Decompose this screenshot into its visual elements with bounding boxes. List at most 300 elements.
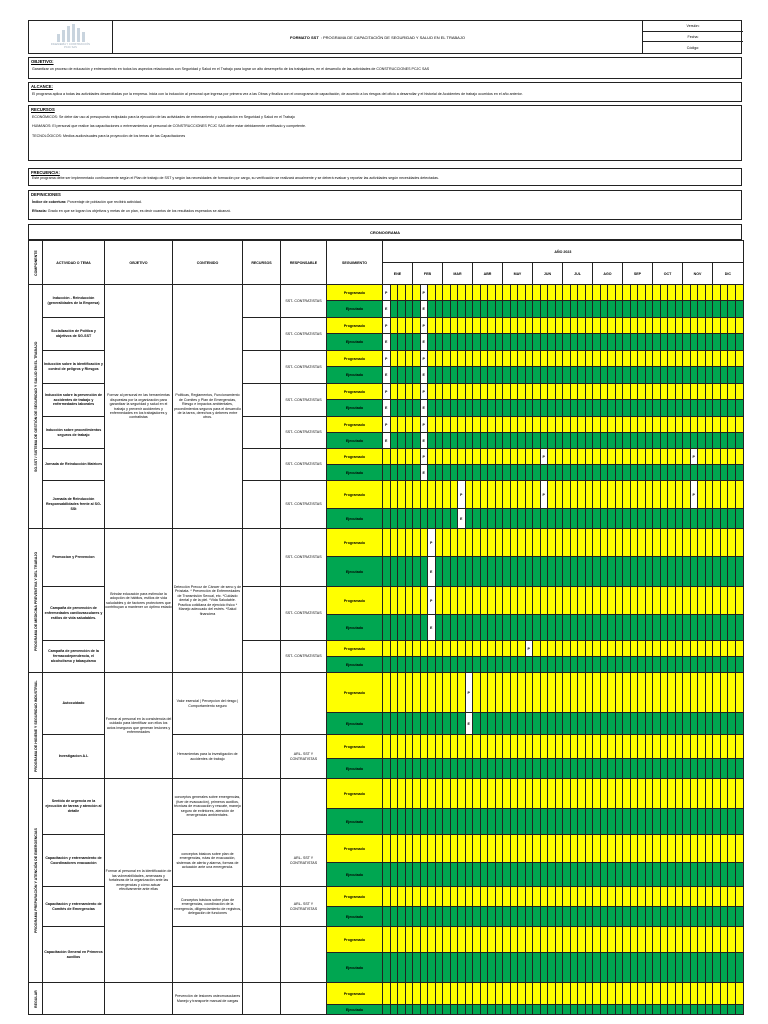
schedule-cell [653, 713, 661, 735]
schedule-cell [675, 367, 683, 384]
schedule-cell [390, 983, 398, 1005]
schedule-cell [450, 759, 458, 779]
schedule-cell [540, 835, 548, 863]
schedule-cell [668, 449, 676, 465]
schedule-cell [653, 529, 661, 557]
schedule-cell [443, 983, 451, 1005]
schedule-cell [585, 384, 593, 400]
schedule-cell [435, 759, 443, 779]
schedule-cell [623, 417, 631, 433]
responsable-text: SST- CONTRATISTAS [281, 587, 327, 641]
schedule-cell [503, 351, 511, 367]
schedule-cell [600, 641, 608, 657]
schedule-cell [518, 318, 526, 334]
schedule-cell [653, 615, 661, 641]
schedule-cell [578, 735, 586, 759]
schedule-cell [480, 641, 488, 657]
schedule-cell [398, 301, 406, 318]
schedule-cell [405, 927, 413, 953]
schedule-cell [623, 1005, 631, 1015]
schedule-cell [398, 417, 406, 433]
schedule-cell [428, 735, 436, 759]
schedule-cell [690, 907, 698, 927]
schedule-cell [638, 465, 646, 481]
schedule-cell [653, 759, 661, 779]
schedule-cell [458, 449, 466, 465]
schedule-cell [405, 673, 413, 713]
schedule-cell [653, 641, 661, 657]
schedule-cell [645, 735, 653, 759]
schedule-cell [608, 529, 616, 557]
schedule-mark: E [383, 433, 391, 449]
schedule-cell [660, 615, 668, 641]
schedule-cell [405, 449, 413, 465]
programado-label: Programado [327, 384, 383, 400]
schedule-cell [675, 983, 683, 1005]
schedule-cell [443, 641, 451, 657]
schedule-cell [630, 417, 638, 433]
schedule-cell [713, 835, 721, 863]
schedule-cell [728, 529, 736, 557]
schedule-cell [690, 673, 698, 713]
schedule-cell [405, 557, 413, 587]
activity-label: Capacitación y entrenamiento de Comités de Emergencias [43, 887, 105, 927]
schedule-cell [668, 509, 676, 529]
schedule-cell [465, 509, 473, 529]
schedule-cell [570, 983, 578, 1005]
schedule-cell [720, 673, 728, 713]
schedule-cell [405, 465, 413, 481]
schedule-cell [390, 759, 398, 779]
schedule-cell [555, 301, 563, 318]
schedule-cell [525, 529, 533, 557]
schedule-cell [450, 779, 458, 809]
schedule-cell [683, 759, 691, 779]
schedule-cell [660, 673, 668, 713]
schedule-cell [450, 285, 458, 301]
schedule-cell [713, 735, 721, 759]
schedule-cell [653, 400, 661, 417]
schedule-cell [585, 673, 593, 713]
schedule-cell [495, 557, 503, 587]
schedule-cell [585, 400, 593, 417]
schedule-cell [443, 907, 451, 927]
schedule-cell [705, 953, 713, 983]
schedule-cell [488, 835, 496, 863]
schedule-cell [503, 384, 511, 400]
responsable-text: ARL- SST Y CONTRATISTAS [281, 887, 327, 927]
schedule-cell [458, 759, 466, 779]
schedule-cell [653, 779, 661, 809]
schedule-cell [503, 587, 511, 615]
schedule-cell [630, 384, 638, 400]
schedule-cell [405, 1005, 413, 1015]
schedule-cell [623, 449, 631, 465]
schedule-cell [615, 433, 623, 449]
schedule-cell [720, 927, 728, 953]
schedule-cell [518, 481, 526, 509]
content-text: Prevención de lesiones osteomusculares Manejo y transporte manual de cargas [173, 983, 243, 1015]
schedule-cell [390, 615, 398, 641]
objective-text: Formar al personal en la identificación de las vulnerabilidades, amenazas y fortalezas de la organización ante las emergencias y cómo actuar efectivamente ante ellas [105, 779, 173, 983]
schedule-cell [563, 953, 571, 983]
schedule-cell [653, 334, 661, 351]
schedule-cell [518, 367, 526, 384]
schedule-cell [690, 615, 698, 641]
schedule-cell [578, 927, 586, 953]
schedule-cell [653, 351, 661, 367]
schedule-cell [630, 509, 638, 529]
schedule-cell [465, 887, 473, 907]
schedule-cell [540, 400, 548, 417]
content-text: conceptos básicos sobre plan de emergencias, rutas de evacuación, sistemas de alerta y alarma, formas de actuación ante una emergencia. [173, 835, 243, 887]
schedule-cell [683, 927, 691, 953]
schedule-cell [450, 587, 458, 615]
schedule-cell [443, 433, 451, 449]
schedule-cell [518, 713, 526, 735]
schedule-cell [578, 641, 586, 657]
schedule-cell [645, 887, 653, 907]
schedule-cell [390, 351, 398, 367]
schedule-cell [518, 1005, 526, 1015]
schedule-cell [735, 907, 743, 927]
schedule-cell [503, 953, 511, 983]
schedule-cell [428, 301, 436, 318]
schedule-cell [660, 713, 668, 735]
schedule-cell [555, 657, 563, 673]
schedule-cell [713, 449, 721, 465]
schedule-cell [698, 433, 706, 449]
schedule-cell [668, 318, 676, 334]
schedule-cell [383, 863, 391, 887]
ejecutado-label: Ejecutado [327, 657, 383, 673]
schedule-cell [735, 433, 743, 449]
objective-text: Formar al personal en la consistencia del cuidado para identificar con ellos los actos inseguros que generan lesiones y enfermedades [105, 673, 173, 779]
schedule-cell [398, 384, 406, 400]
schedule-cell [428, 417, 436, 433]
schedule-cell [563, 587, 571, 615]
schedule-cell [465, 657, 473, 673]
objetivo-text: Garantizar un proceso de educación y entrenamiento en todos los aspectos relacionados con Seguridad y Salud en el Trabajo para lograr un alto desempeño de los trabajadores, en el desarrollo de las actividades de CONSTRUCCIONES PCJC SAS [32, 67, 430, 71]
schedule-cell [660, 587, 668, 615]
objetivo-section [28, 57, 742, 79]
schedule-cell [720, 318, 728, 334]
schedule-cell [413, 384, 421, 400]
schedule-cell [390, 779, 398, 809]
schedule-cell [473, 735, 481, 759]
schedule-cell [495, 953, 503, 983]
schedule-cell [495, 673, 503, 713]
schedule-cell [608, 465, 616, 481]
schedule-cell [720, 835, 728, 863]
schedule-cell [533, 759, 541, 779]
schedule-cell [450, 809, 458, 835]
schedule-cell [653, 367, 661, 384]
resources-cell [243, 318, 281, 351]
schedule-cell [585, 927, 593, 953]
schedule-cell [683, 301, 691, 318]
schedule-cell [585, 481, 593, 509]
schedule-cell [675, 779, 683, 809]
schedule-cell [728, 673, 736, 713]
schedule-cell [675, 587, 683, 615]
schedule-cell [570, 713, 578, 735]
schedule-cell [390, 285, 398, 301]
schedule-mark: E [383, 367, 391, 384]
schedule-cell [578, 465, 586, 481]
schedule-cell [495, 400, 503, 417]
schedule-cell [495, 641, 503, 657]
schedule-cell [518, 907, 526, 927]
schedule-cell [705, 657, 713, 673]
schedule-cell [713, 334, 721, 351]
schedule-cell [548, 509, 556, 529]
schedule-cell [690, 809, 698, 835]
schedule-cell [465, 301, 473, 318]
schedule-cell [728, 351, 736, 367]
schedule-cell [713, 615, 721, 641]
schedule-cell [548, 779, 556, 809]
schedule-cell [405, 301, 413, 318]
schedule-cell [435, 301, 443, 318]
schedule-cell [690, 301, 698, 318]
schedule-cell [645, 351, 653, 367]
schedule-cell [533, 509, 541, 529]
schedule-cell [398, 673, 406, 713]
schedule-cell [623, 351, 631, 367]
schedule-cell [398, 400, 406, 417]
schedule-cell [623, 615, 631, 641]
responsable-text: ARL- SST Y CONTRATISTAS [281, 735, 327, 779]
schedule-cell [495, 318, 503, 334]
schedule-cell [698, 384, 706, 400]
schedule-cell [480, 907, 488, 927]
schedule-cell [383, 481, 391, 509]
programado-label: Programado [327, 449, 383, 465]
schedule-cell [690, 863, 698, 887]
schedule-cell [608, 983, 616, 1005]
schedule-cell [630, 285, 638, 301]
schedule-cell [548, 735, 556, 759]
schedule-cell [488, 384, 496, 400]
schedule-cell [638, 953, 646, 983]
schedule-cell [435, 318, 443, 334]
schedule-cell [728, 509, 736, 529]
schedule-cell [525, 835, 533, 863]
schedule-cell [450, 318, 458, 334]
schedule-cell [585, 449, 593, 465]
schedule-cell [668, 809, 676, 835]
schedule-cell [563, 759, 571, 779]
schedule-cell [630, 835, 638, 863]
schedule-cell [495, 835, 503, 863]
schedule-cell [675, 809, 683, 835]
schedule-cell [435, 509, 443, 529]
schedule-cell [600, 367, 608, 384]
schedule-cell [563, 927, 571, 953]
schedule-cell [578, 1005, 586, 1015]
schedule-cell [450, 400, 458, 417]
schedule-cell [480, 367, 488, 384]
schedule-cell [645, 1005, 653, 1015]
schedule-cell [615, 529, 623, 557]
schedule-cell [570, 927, 578, 953]
schedule-cell [615, 835, 623, 863]
schedule-cell [525, 449, 533, 465]
schedule-cell [488, 983, 496, 1005]
schedule-cell [525, 779, 533, 809]
schedule-cell [428, 433, 436, 449]
schedule-cell [698, 529, 706, 557]
schedule-cell [728, 1005, 736, 1015]
schedule-cell [593, 953, 601, 983]
schedule-cell [645, 835, 653, 863]
month-header: MAY [503, 263, 533, 285]
schedule-cell [623, 809, 631, 835]
schedule-cell [533, 863, 541, 887]
ejecutado-label: Ejecutado [327, 759, 383, 779]
schedule-cell [638, 1005, 646, 1015]
schedule-cell [405, 509, 413, 529]
resources-cell [243, 351, 281, 384]
schedule-mark: P [420, 285, 428, 301]
schedule-cell [698, 417, 706, 433]
component-label: PROGRAMA PREPARACIÓN Y ATENCIÓN DE EMERGENCIAS [29, 779, 43, 983]
schedule-cell [608, 887, 616, 907]
schedule-cell [728, 285, 736, 301]
schedule-cell [465, 907, 473, 927]
schedule-cell [540, 863, 548, 887]
col-header-objetivo: OBJETIVO [105, 241, 173, 285]
schedule-cell [600, 673, 608, 713]
schedule-cell [698, 285, 706, 301]
schedule-cell [450, 673, 458, 713]
schedule-cell [555, 759, 563, 779]
schedule-cell [420, 809, 428, 835]
schedule-cell [600, 334, 608, 351]
schedule-cell [668, 481, 676, 509]
schedule-cell [390, 953, 398, 983]
schedule-cell [510, 779, 518, 809]
schedule-cell [585, 907, 593, 927]
schedule-cell [623, 400, 631, 417]
schedule-cell [683, 835, 691, 863]
schedule-cell [570, 641, 578, 657]
schedule-cell [645, 334, 653, 351]
schedule-cell [390, 509, 398, 529]
schedule-cell [510, 713, 518, 735]
schedule-cell [533, 713, 541, 735]
schedule-cell [563, 1005, 571, 1015]
schedule-cell [390, 713, 398, 735]
schedule-mark: P [525, 641, 533, 657]
schedule-cell [615, 557, 623, 587]
schedule-cell [443, 759, 451, 779]
schedule-cell [728, 449, 736, 465]
schedule-cell [615, 351, 623, 367]
schedule-cell [548, 641, 556, 657]
schedule-cell [735, 509, 743, 529]
schedule-cell [458, 465, 466, 481]
schedule-cell [713, 481, 721, 509]
schedule-cell [480, 557, 488, 587]
schedule-cell [495, 863, 503, 887]
schedule-cell [443, 285, 451, 301]
schedule-cell [405, 907, 413, 927]
schedule-cell [578, 713, 586, 735]
schedule-cell [398, 465, 406, 481]
schedule-cell [473, 927, 481, 953]
schedule-cell [413, 433, 421, 449]
resources-cell [243, 449, 281, 481]
schedule-cell [413, 557, 421, 587]
schedule-cell [683, 400, 691, 417]
schedule-cell [473, 384, 481, 400]
schedule-cell [705, 907, 713, 927]
schedule-cell [443, 673, 451, 713]
schedule-cell [728, 927, 736, 953]
schedule-cell [533, 927, 541, 953]
schedule-cell [735, 481, 743, 509]
schedule-cell [413, 615, 421, 641]
schedule-cell [563, 384, 571, 400]
schedule-cell [600, 529, 608, 557]
schedule-cell [593, 285, 601, 301]
schedule-cell [443, 657, 451, 673]
schedule-cell [540, 1005, 548, 1015]
schedule-cell [503, 657, 511, 673]
schedule-cell [683, 907, 691, 927]
schedule-cell [585, 433, 593, 449]
schedule-cell [615, 509, 623, 529]
schedule-cell [428, 835, 436, 863]
schedule-cell [495, 809, 503, 835]
schedule-cell [630, 587, 638, 615]
schedule-cell [390, 657, 398, 673]
schedule-cell [540, 587, 548, 615]
schedule-cell [510, 433, 518, 449]
schedule-cell [443, 351, 451, 367]
schedule-cell [638, 433, 646, 449]
schedule-cell [668, 657, 676, 673]
schedule-cell [443, 384, 451, 400]
schedule-cell [660, 779, 668, 809]
schedule-cell [578, 759, 586, 779]
schedule-cell [570, 301, 578, 318]
schedule-cell [533, 318, 541, 334]
schedule-cell [608, 953, 616, 983]
schedule-cell [638, 587, 646, 615]
schedule-cell [548, 334, 556, 351]
schedule-cell [653, 735, 661, 759]
schedule-cell [683, 465, 691, 481]
schedule-cell [563, 400, 571, 417]
schedule-cell [698, 641, 706, 657]
schedule-cell [698, 615, 706, 641]
schedule-cell [488, 887, 496, 907]
schedule-cell [555, 465, 563, 481]
schedule-cell [450, 863, 458, 887]
schedule-cell [563, 835, 571, 863]
schedule-cell [570, 285, 578, 301]
schedule-cell [698, 953, 706, 983]
schedule-cell [683, 334, 691, 351]
schedule-cell [488, 557, 496, 587]
schedule-cell [645, 983, 653, 1005]
schedule-cell [435, 927, 443, 953]
schedule-cell [495, 481, 503, 509]
schedule-cell [390, 673, 398, 713]
